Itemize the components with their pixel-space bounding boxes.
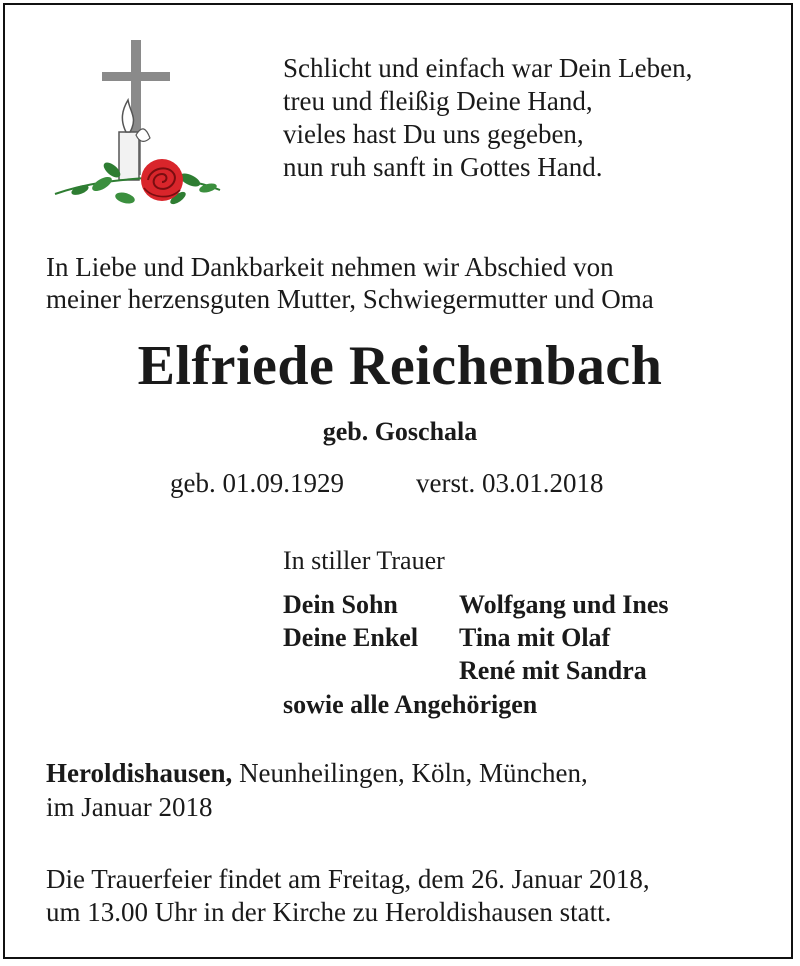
place-others: Neunheilingen, Köln, München, [232,758,588,788]
poem-line: vieles hast Du uns gegeben, [283,119,584,149]
place-date: im Januar 2018 [46,792,213,822]
intro-line: In Liebe und Dankbarkeit nehmen wir Abschied von [46,252,614,282]
cross-candle-rose-icon [50,40,225,210]
poem-line: Schlicht und einfach war Dein Leben, [283,53,693,83]
grandchildren-label: Deine Enkel [283,623,419,652]
place-line [46,758,588,789]
grandchild-name: Tina mit Olaf [459,623,611,652]
poem-line: nun ruh sanft in Gottes Hand. [283,152,603,182]
poem-line: treu und fleißig Deine Hand, [283,86,593,116]
place-main: Heroldishausen, [46,758,233,788]
cross-horizontal [102,72,170,81]
mourning-heading: In stiller Trauer [283,546,445,575]
grandchild-name: René mit Sandra [459,656,647,685]
son-names: Wolfgang und Ines [459,590,669,619]
birth-date: geb. 01.09.1929 [170,468,344,498]
death-date: verst. 03.01.2018 [416,468,604,498]
leaf [114,191,136,206]
rose-bloom [141,159,183,201]
candle [119,132,139,180]
funeral-line: um 13.00 Uhr in der Kirche zu Heroldishausen statt. [46,897,612,927]
intro-line: meiner herzensguten Mutter, Schwiegermutter und Oma [46,284,654,314]
maiden-name: geb. Goschala [322,417,478,446]
funeral-line: Die Trauerfeier findet am Freitag, dem 26. Januar 2018, [46,864,650,894]
relatives-line: sowie alle Angehörigen [283,690,538,719]
deceased-name: Elfriede Reichenbach [137,335,663,397]
son-label: Dein Sohn [283,590,398,619]
